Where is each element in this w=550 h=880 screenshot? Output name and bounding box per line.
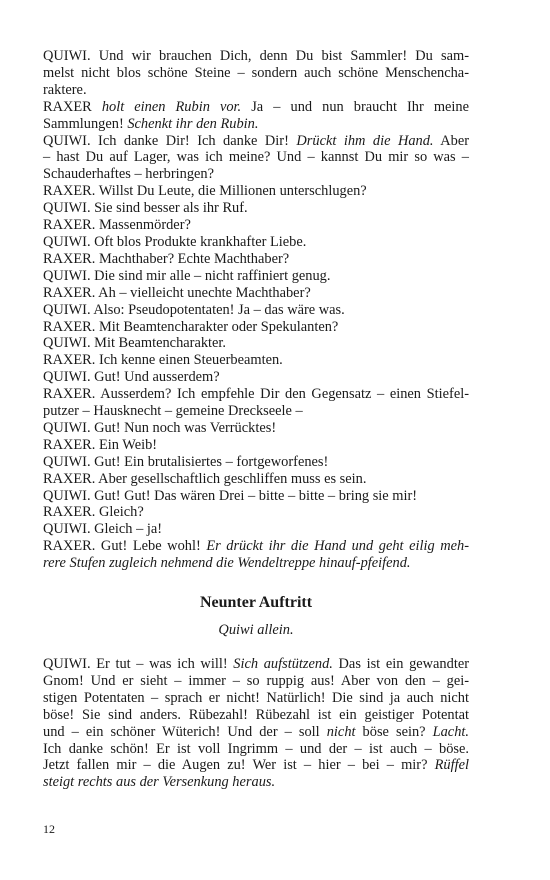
text-line (43, 99, 469, 116)
text-line (43, 116, 469, 133)
text-line: Schauderhaftes – herbringen? (43, 166, 215, 183)
text-line: RAXER. Gleich? (43, 504, 144, 521)
text-line: böse! Sie sind anders. Rübezahl! Rübezahl ist ein geistiger Potentat (43, 706, 469, 723)
text-line: RAXER. Ausserdem? Ich empfehle Dir den Gegensatz – einen Stiefel- (43, 386, 469, 403)
text-line: – hast Du auf Lager, was ich meine? Und – kannst Du mir so was – (43, 149, 469, 166)
text-line: RAXER. Ah – vielleicht unechte Machthaber? (43, 284, 311, 301)
text-line: putzer – Hausknecht – gemeine Dreckseele – (43, 403, 303, 420)
dialogue-text: Jetzt fallen mir – die Augen zu! Wer ist – hier – bei – mir? (43, 757, 435, 774)
text-line: QUIWI. Mit Beamtencharakter. (43, 335, 227, 352)
dialogue-text: QUIWI. Er tut – was ich will! (43, 656, 234, 672)
stage-direction: Schenkt ihr den Rubin. (127, 115, 259, 132)
text-line: Gnom! Und er sieht – immer – so ruppig aus! Aber von den – gei- (43, 672, 469, 689)
text-line: RAXER. Machthaber? Echte Machthaber? (43, 250, 290, 267)
text-line: RAXER. Willst Du Leute, die Millionen unterschlugen? (43, 183, 367, 200)
stage-direction: Er drückt ihr die Hand und geht eilig meh- (206, 538, 469, 555)
stage-direction: holt einen Rubin vor. (101, 98, 242, 115)
text-line: raktere. (43, 81, 87, 98)
stage-direction: Drückt ihm die Hand. (296, 132, 434, 149)
text-line: QUIWI. Oft blos Produkte krankhafter Liebe. (43, 233, 307, 250)
text-line: QUIWI. Sie sind besser als ihr Ruf. (43, 200, 248, 217)
dialogue-text: Ja – und nun braucht Ihr meine (241, 98, 470, 115)
dialogue-block-2 (43, 656, 469, 791)
text-line: QUIWI. Gut! Ein brutalisiertes – fortgeworfenes! (43, 453, 329, 470)
text-line (43, 757, 469, 774)
text-line: RAXER. Aber gesellschaftlich geschliffen muss es sein. (43, 470, 367, 487)
text-line: RAXER. Massenmörder? (43, 217, 191, 234)
dialogue-text: RAXER. Gut! Lebe wohl! (43, 538, 207, 555)
text-line: RAXER. Ich kenne einen Steuerbeamten. (43, 352, 283, 369)
text-line: stigen Potentaten – sprach er nicht! Natürlich! Die sind ja auch nicht (43, 689, 469, 706)
text-line: Ich danke schön! Er ist voll Ingrimm – und der – ist auch – böse. (43, 740, 469, 757)
dialogue-text: und – ein schöner Wüterich! Und der – soll (43, 723, 327, 740)
text-line: QUIWI. Gut! Nun noch was Verrücktes! (43, 419, 277, 436)
dialogue-text: Das ist ein gewandter (332, 656, 469, 672)
scene-heading: Neunter Auftritt (199, 594, 313, 611)
text-line: QUIWI. Gleich – ja! (43, 521, 163, 538)
page-number: 12 (43, 822, 55, 836)
text-line (43, 774, 469, 791)
dialogue-text: RAXER (43, 98, 102, 115)
text-line: RAXER. Mit Beamtencharakter oder Spekulanten? (43, 318, 339, 335)
dialogue-text: QUIWI. Ich danke Dir! Ich danke Dir! (43, 132, 297, 149)
stage-direction: Lacht. (432, 723, 469, 740)
text-line (43, 538, 469, 555)
stage-direction: rere Stufen zugleich nehmend die Wendeltreppe hinauf-pfeifend. (43, 555, 411, 572)
text-line: melst nicht blos schöne Steine – sondern auch schöne Menschencha- (43, 64, 469, 81)
stage-direction: Rüffel (434, 757, 469, 774)
text-line: QUIWI. Gut! Gut! Das wären Drei – bitte – bitte – bring sie mir! (43, 487, 418, 504)
dialogue-text: Sammlungen! (43, 115, 128, 132)
text-line: QUIWI. Die sind mir alle – nicht raffiniert genug. (43, 267, 331, 284)
dialogue-text: böse sein? (355, 723, 433, 740)
dialogue-text: Aber (433, 132, 470, 149)
text-line (43, 555, 469, 572)
text-line: RAXER. Ein Weib! (43, 436, 158, 453)
text-line (43, 656, 469, 673)
text-line (43, 133, 469, 150)
stage-direction-subheading: Quiwi allein. (218, 622, 294, 638)
stage-direction: nicht (326, 723, 356, 740)
text-line: QUIWI. Und wir brauchen Dich, denn Du bist Sammler! Du sam- (43, 48, 469, 64)
text-line: QUIWI. Gut! Und ausserdem? (43, 369, 220, 386)
dialogue-block-1 (43, 48, 469, 572)
stage-direction: Sich aufstützend. (233, 656, 333, 672)
text-line (43, 724, 469, 741)
text-line: QUIWI. Also: Pseudopotentaten! Ja – das wäre was. (43, 301, 345, 318)
stage-direction: steigt rechts aus der Versenkung heraus. (43, 774, 276, 791)
